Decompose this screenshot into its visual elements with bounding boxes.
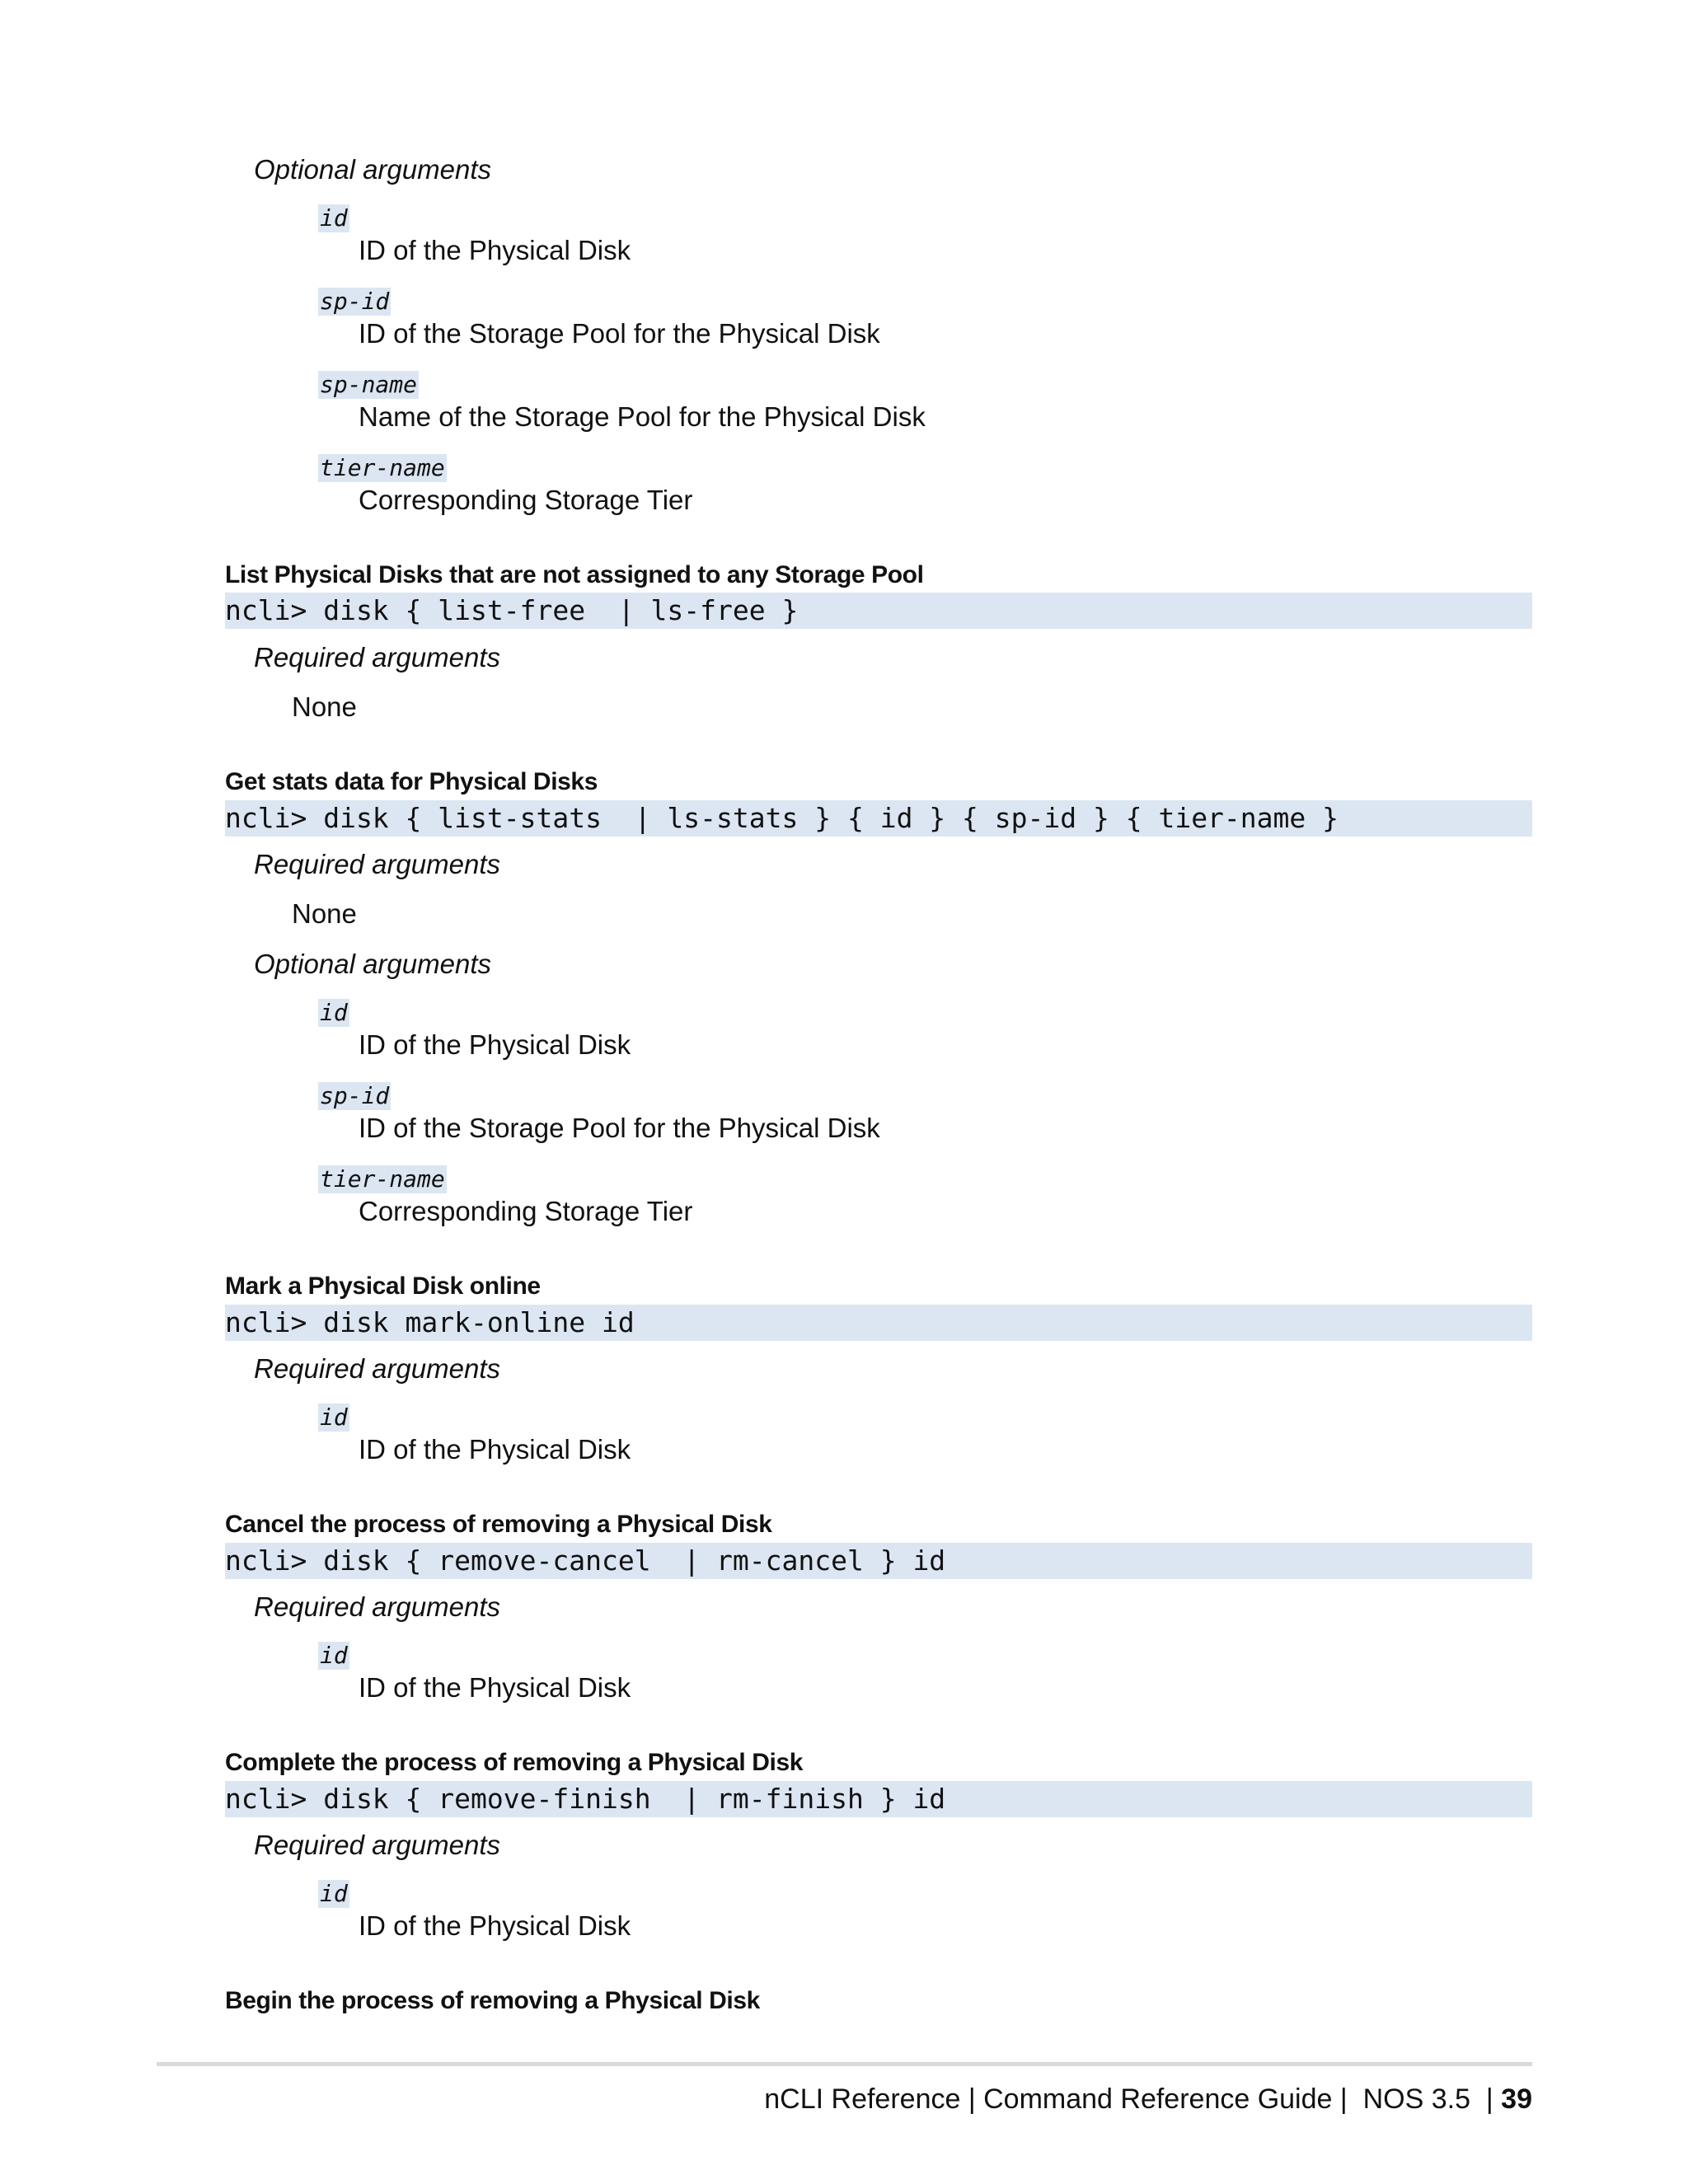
arg-name-sp-name: sp-name bbox=[320, 371, 418, 398]
page-number: 39 bbox=[1501, 2083, 1532, 2115]
optional-arguments-heading: Optional arguments bbox=[254, 154, 491, 185]
arg-desc: ID of the Physical Disk bbox=[359, 1029, 631, 1060]
arg-desc: ID of the Storage Pool for the Physical Disk bbox=[359, 318, 880, 349]
section-title: Begin the process of removing a Physical Disk bbox=[225, 1987, 760, 2014]
arg-desc: ID of the Physical Disk bbox=[359, 1672, 631, 1703]
arg-desc: ID of the Physical Disk bbox=[359, 235, 631, 265]
arg-name-id: id bbox=[320, 204, 348, 232]
none-text: None bbox=[292, 691, 357, 722]
required-arguments-heading: Required arguments bbox=[254, 642, 500, 673]
arg-name-tier-name: tier-name bbox=[320, 1165, 445, 1193]
arg-desc: ID of the Physical Disk bbox=[359, 1910, 631, 1941]
optional-arguments-heading: Optional arguments bbox=[254, 949, 491, 979]
command-syntax: ncli> disk mark-online id bbox=[225, 1305, 1532, 1341]
arg-desc: ID of the Storage Pool for the Physical Disk bbox=[359, 1113, 880, 1143]
arg-name-id: id bbox=[320, 1880, 348, 1907]
footer-text: nCLI Reference | Command Reference Guide | NOS 3.5 | bbox=[764, 2083, 1502, 2115]
arg-name-id: id bbox=[320, 1404, 348, 1431]
section-title: Complete the process of removing a Physical Disk bbox=[225, 1749, 804, 1776]
arg-name-tier-name: tier-name bbox=[320, 454, 445, 481]
required-arguments-heading: Required arguments bbox=[254, 1591, 500, 1622]
section-title: Cancel the process of removing a Physical Disk bbox=[225, 1511, 772, 1538]
section-title: List Physical Disks that are not assigned to any Storage Pool bbox=[225, 561, 924, 588]
arg-desc: Name of the Storage Pool for the Physical Disk bbox=[359, 401, 926, 432]
command-syntax: ncli> disk { remove-finish | rm-finish } id bbox=[225, 1781, 1532, 1817]
arg-desc: Corresponding Storage Tier bbox=[359, 1196, 693, 1226]
footer-divider bbox=[157, 2062, 1532, 2066]
section-title: Get stats data for Physical Disks bbox=[225, 768, 598, 795]
page-footer bbox=[764, 2082, 1532, 2116]
required-arguments-heading: Required arguments bbox=[254, 1353, 500, 1384]
section-title: Mark a Physical Disk online bbox=[225, 1272, 541, 1300]
arg-name-id: id bbox=[320, 999, 348, 1026]
arg-name-sp-id: sp-id bbox=[320, 288, 390, 315]
required-arguments-heading: Required arguments bbox=[254, 849, 500, 879]
arg-desc: ID of the Physical Disk bbox=[359, 1434, 631, 1465]
command-syntax: ncli> disk { remove-cancel | rm-cancel } id bbox=[225, 1543, 1532, 1579]
command-syntax: ncli> disk { list-stats | ls-stats } { id } { sp-id } { tier-name } bbox=[225, 800, 1532, 837]
arg-name-sp-id: sp-id bbox=[320, 1082, 390, 1109]
arg-desc: Corresponding Storage Tier bbox=[359, 485, 693, 515]
arg-name-id: id bbox=[320, 1642, 348, 1669]
none-text: None bbox=[292, 898, 357, 929]
command-syntax: ncli> disk { list-free | ls-free } bbox=[225, 593, 1532, 629]
required-arguments-heading: Required arguments bbox=[254, 1830, 500, 1860]
